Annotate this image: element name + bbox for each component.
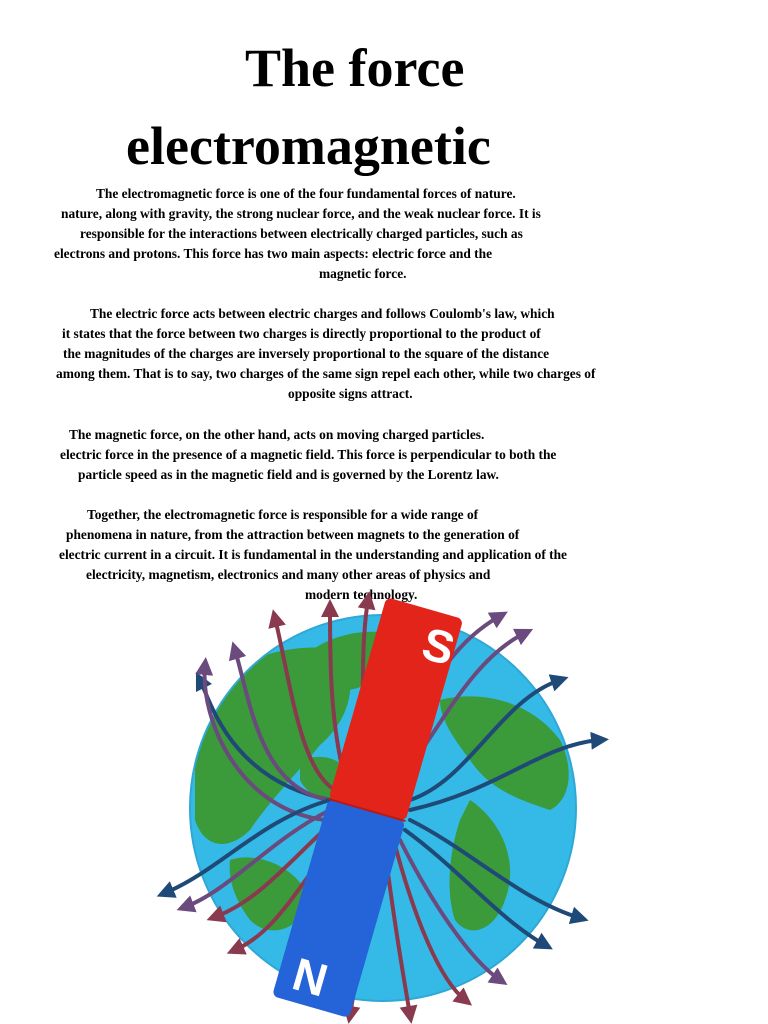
text-line: Together, the electromagnetic force is responsible for a wide range of xyxy=(87,507,479,522)
text-line: modern technology. xyxy=(305,587,418,602)
text-line: particle speed as in the magnetic field and is governed by the Lorentz law. xyxy=(78,467,499,482)
earth-magnet-illustration xyxy=(150,588,620,1024)
text-line: electric force in the presence of a magnetic field. This force is perpendicular to both the xyxy=(60,447,557,462)
text-line: responsible for the interactions between electrically charged particles, such as xyxy=(80,226,523,241)
page-title-line-1: The force xyxy=(245,38,465,98)
text-line: phenomena in nature, from the attraction between magnets to the generation of xyxy=(66,527,520,542)
text-line: electricity, magnetism, electronics and many other areas of physics and xyxy=(86,567,491,582)
text-line: it states that the force between two charges is directly proportional to the product of xyxy=(62,326,541,341)
page-title-line-2: electromagnetic xyxy=(126,116,491,176)
text-line: the magnitudes of the charges are inversely proportional to the square of the distance xyxy=(63,346,550,361)
text-line: electric current in a circuit. It is fundamental in the understanding and application of the xyxy=(59,547,567,562)
magnet-south-label: S xyxy=(416,616,461,676)
text-line: electrons and protons. This force has two main aspects: electric force and the xyxy=(54,246,493,261)
text-line: magnetic force. xyxy=(319,266,407,281)
text-line: among them. That is to say, two charges of the same sign repel each other, while two charges of xyxy=(56,366,596,381)
text-line: nature, along with gravity, the strong nuclear force, and the weak nuclear force. It is xyxy=(61,206,541,221)
text-line: The electric force acts between electric charges and follows Coulomb's law, which xyxy=(90,306,555,321)
magnet-north-label: N xyxy=(287,947,334,1007)
text-line: The magnetic force, on the other hand, acts on moving charged particles. xyxy=(69,427,485,442)
text-line: opposite signs attract. xyxy=(288,386,413,401)
text-line: The electromagnetic force is one of the four fundamental forces of nature. xyxy=(96,186,516,201)
